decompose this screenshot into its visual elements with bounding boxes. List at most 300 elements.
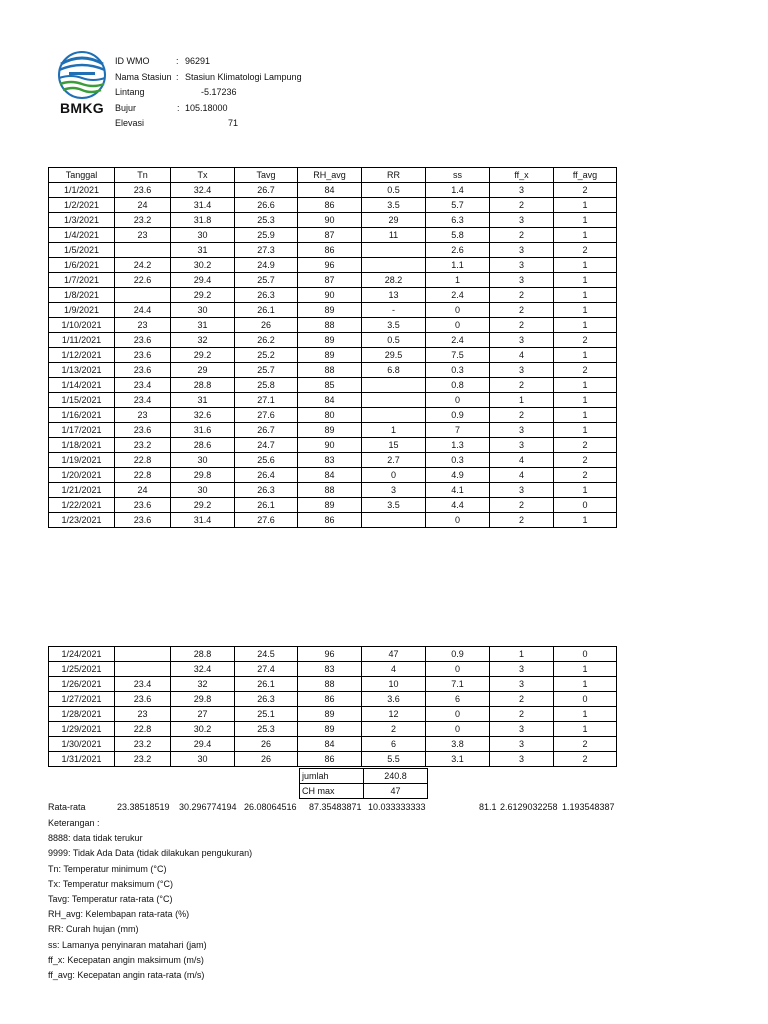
info-label: Lintang xyxy=(115,87,145,97)
table-cell: 3 xyxy=(490,258,554,273)
info-label: Nama Stasiun xyxy=(115,71,172,82)
table-cell: 6.3 xyxy=(426,213,490,228)
table-cell: 30 xyxy=(171,453,235,468)
table-cell: 86 xyxy=(298,752,362,767)
table-cell: 32.4 xyxy=(171,662,235,677)
table-cell: 2 xyxy=(554,243,617,258)
table-cell: 32 xyxy=(171,677,235,692)
info-label: ID WMO xyxy=(115,56,150,66)
note-line: ff_x: Kecepatan angin maksimum (m/s) xyxy=(48,954,204,965)
table-cell: 25.2 xyxy=(235,348,298,363)
table-cell: 2 xyxy=(362,722,426,737)
table-cell: 25.7 xyxy=(235,363,298,378)
table-cell: 1 xyxy=(490,647,554,662)
table-cell: 1 xyxy=(554,423,617,438)
table-cell: 11 xyxy=(362,228,426,243)
table-cell: 0.9 xyxy=(426,647,490,662)
summary-row-chmax xyxy=(300,784,428,799)
table-cell: 1 xyxy=(490,393,554,408)
table-cell: 31.6 xyxy=(171,423,235,438)
table-cell: 3 xyxy=(490,333,554,348)
table-cell: 23.6 xyxy=(115,183,171,198)
table-cell: 4.1 xyxy=(426,483,490,498)
table-cell: 1 xyxy=(554,483,617,498)
table-cell: 1/17/2021 xyxy=(49,423,115,438)
table-cell: 6 xyxy=(426,692,490,707)
table-row xyxy=(49,378,617,393)
table-cell: 2 xyxy=(490,692,554,707)
table-cell: 1/6/2021 xyxy=(49,258,115,273)
table-cell: 26.3 xyxy=(235,483,298,498)
column-header: Tx xyxy=(171,168,235,183)
table-cell: 1 xyxy=(554,722,617,737)
note-line: Tn: Temperatur minimum (°C) xyxy=(48,863,167,874)
table-cell: 1 xyxy=(554,513,617,528)
table-cell: 90 xyxy=(298,213,362,228)
table-cell: 3 xyxy=(490,183,554,198)
table-cell: 30 xyxy=(171,228,235,243)
table-cell: 2 xyxy=(490,288,554,303)
table-cell: 4 xyxy=(490,453,554,468)
table-cell: 23.2 xyxy=(115,752,171,767)
table-cell: 25.1 xyxy=(235,707,298,722)
table-cell: 29.2 xyxy=(171,288,235,303)
table-cell: 0 xyxy=(426,393,490,408)
column-header: ss xyxy=(426,168,490,183)
table-cell: 1/31/2021 xyxy=(49,752,115,767)
table-cell: 1/23/2021 xyxy=(49,513,115,528)
table-cell: 0 xyxy=(426,722,490,737)
table-cell: 3 xyxy=(490,243,554,258)
table-cell: 88 xyxy=(298,318,362,333)
table-cell: 24.4 xyxy=(115,303,171,318)
note-line: Tavg: Temperatur rata-rata (°C) xyxy=(48,893,173,904)
table-cell: 27.6 xyxy=(235,513,298,528)
table-row xyxy=(49,707,617,722)
table-cell: 1/9/2021 xyxy=(49,303,115,318)
table-cell: 1/21/2021 xyxy=(49,483,115,498)
table-cell: 1 xyxy=(554,288,617,303)
table-cell: 23.6 xyxy=(115,513,171,528)
table-cell: 2 xyxy=(490,513,554,528)
avg-ss: 81.1 xyxy=(479,802,497,812)
table-cell: 0 xyxy=(554,498,617,513)
table-cell: 1/22/2021 xyxy=(49,498,115,513)
table-cell: 3 xyxy=(490,722,554,737)
table-cell: 1/12/2021 xyxy=(49,348,115,363)
table-cell: 90 xyxy=(298,288,362,303)
info-row-lon xyxy=(115,103,415,119)
table-row xyxy=(49,288,617,303)
table-cell: 1 xyxy=(554,378,617,393)
table-cell: 2 xyxy=(490,408,554,423)
table-cell: 23 xyxy=(115,408,171,423)
table-cell: 30.2 xyxy=(171,258,235,273)
table-row xyxy=(49,483,617,498)
table-cell: 0 xyxy=(426,513,490,528)
table-cell: 89 xyxy=(298,498,362,513)
column-header: Tn xyxy=(115,168,171,183)
table-cell: 26.7 xyxy=(235,183,298,198)
table-cell: 84 xyxy=(298,393,362,408)
table-cell: 1/19/2021 xyxy=(49,453,115,468)
table-row xyxy=(49,662,617,677)
table-row xyxy=(49,408,617,423)
note-line: Keterangan : xyxy=(48,818,100,828)
table-cell: 26.3 xyxy=(235,692,298,707)
table-cell: 1 xyxy=(554,228,617,243)
rainfall-summary xyxy=(299,768,428,799)
table-cell: 0 xyxy=(426,707,490,722)
table-cell: 2 xyxy=(490,707,554,722)
table-row xyxy=(49,198,617,213)
note-line: Tx: Temperatur maksimum (°C) xyxy=(48,878,173,889)
table-cell: 28.2 xyxy=(362,273,426,288)
table-cell: 89 xyxy=(298,423,362,438)
info-value: 71 xyxy=(228,118,239,128)
table-cell: 0.8 xyxy=(426,378,490,393)
table-cell: 1 xyxy=(554,408,617,423)
table-cell: 2.7 xyxy=(362,453,426,468)
avg-ffx: 2.6129032258 xyxy=(500,802,558,812)
table-cell: 1/11/2021 xyxy=(49,333,115,348)
table-cell: 1/16/2021 xyxy=(49,408,115,423)
averages-row xyxy=(48,802,648,816)
info-row-wmo xyxy=(115,56,415,72)
table-cell: 3 xyxy=(490,677,554,692)
table-cell: 23 xyxy=(115,228,171,243)
table-cell: 2 xyxy=(554,453,617,468)
table-cell: 4.4 xyxy=(426,498,490,513)
table-cell: 24.2 xyxy=(115,258,171,273)
table-cell xyxy=(362,393,426,408)
table-cell: 4.9 xyxy=(426,468,490,483)
table-cell: 0 xyxy=(426,318,490,333)
table-cell: 3 xyxy=(490,363,554,378)
table-cell: 26.2 xyxy=(235,333,298,348)
table-row xyxy=(49,468,617,483)
table-cell: 3 xyxy=(490,273,554,288)
table-cell: 1/14/2021 xyxy=(49,378,115,393)
table-cell xyxy=(115,662,171,677)
table-cell: 23.6 xyxy=(115,423,171,438)
table-cell xyxy=(115,288,171,303)
table-cell: 5.7 xyxy=(426,198,490,213)
info-value: 96291 xyxy=(185,56,211,66)
table-cell: 1/2/2021 xyxy=(49,198,115,213)
table-row xyxy=(49,423,617,438)
averages-label: Rata-rata xyxy=(48,802,86,812)
table-cell: 3.5 xyxy=(362,498,426,513)
table-cell: 26.1 xyxy=(235,677,298,692)
table-cell: 24.7 xyxy=(235,438,298,453)
table-cell: 29.2 xyxy=(171,348,235,363)
table-cell: 1/1/2021 xyxy=(49,183,115,198)
summary-value: 47 xyxy=(364,784,428,799)
table-cell: 24.9 xyxy=(235,258,298,273)
table-cell: 26.7 xyxy=(235,423,298,438)
table-cell: 2 xyxy=(554,333,617,348)
table-cell: 1/8/2021 xyxy=(49,288,115,303)
table-cell: 1/3/2021 xyxy=(49,213,115,228)
table-cell: 29 xyxy=(362,213,426,228)
table-cell: 1 xyxy=(554,273,617,288)
summary-label: CH max xyxy=(300,784,364,799)
info-label: Bujur xyxy=(115,102,137,113)
table-cell: 90 xyxy=(298,438,362,453)
climate-table-part1 xyxy=(48,167,617,528)
table-cell: 3.1 xyxy=(426,752,490,767)
table-cell: 23.6 xyxy=(115,363,171,378)
table-cell: 1 xyxy=(554,303,617,318)
avg-tx: 30.296774194 xyxy=(179,802,237,812)
table-cell: 4 xyxy=(490,348,554,363)
table-cell: 32.6 xyxy=(171,408,235,423)
table-cell xyxy=(115,243,171,258)
table-cell: 4 xyxy=(490,468,554,483)
table-cell: 24 xyxy=(115,198,171,213)
table-cell: 84 xyxy=(298,737,362,752)
table-cell: 47 xyxy=(362,647,426,662)
note-line: RR: Curah hujan (mm) xyxy=(48,924,139,935)
table-row xyxy=(49,393,617,408)
info-row-lat xyxy=(115,87,415,103)
table-cell: 31.4 xyxy=(171,513,235,528)
table-cell: 1/5/2021 xyxy=(49,243,115,258)
table-cell: 1/25/2021 xyxy=(49,662,115,677)
info-value: -5.17236 xyxy=(201,87,237,97)
table-cell: 26.3 xyxy=(235,288,298,303)
table-cell: 2 xyxy=(554,752,617,767)
table-cell: 12 xyxy=(362,707,426,722)
table-row xyxy=(49,183,617,198)
table-row xyxy=(49,303,617,318)
table-cell: 3 xyxy=(362,483,426,498)
table-cell: 2.6 xyxy=(426,243,490,258)
table-cell: 25.9 xyxy=(235,228,298,243)
info-value: Stasiun Klimatologi Lampung xyxy=(185,71,302,82)
table-cell: 88 xyxy=(298,363,362,378)
table-cell: 86 xyxy=(298,692,362,707)
note-line: RH_avg: Kelembapan rata-rata (%) xyxy=(48,909,190,920)
table-cell: 22.8 xyxy=(115,468,171,483)
table-cell: 30 xyxy=(171,483,235,498)
table-cell: 96 xyxy=(298,258,362,273)
table-cell: 86 xyxy=(298,198,362,213)
table-cell: 28.8 xyxy=(171,378,235,393)
info-value: 105.18000 xyxy=(185,102,228,113)
table-row xyxy=(49,498,617,513)
table-cell: 31 xyxy=(171,393,235,408)
table-cell: 10 xyxy=(362,677,426,692)
table-cell: 3.8 xyxy=(426,737,490,752)
table-cell: 2 xyxy=(554,468,617,483)
table-cell: 1.4 xyxy=(426,183,490,198)
table-row xyxy=(49,692,617,707)
avg-rh: 87.35483871 xyxy=(309,802,362,812)
table-row xyxy=(49,513,617,528)
table-cell: 27.3 xyxy=(235,243,298,258)
table-cell: 2 xyxy=(490,228,554,243)
table-cell: 3 xyxy=(490,213,554,228)
table-cell: 7.5 xyxy=(426,348,490,363)
table-cell xyxy=(362,258,426,273)
table-row xyxy=(49,438,617,453)
table-cell: 31.8 xyxy=(171,213,235,228)
table-cell: 1.1 xyxy=(426,258,490,273)
table-cell: 3 xyxy=(490,737,554,752)
column-header: Tavg xyxy=(235,168,298,183)
table-cell: 88 xyxy=(298,483,362,498)
table-cell: 3.5 xyxy=(362,198,426,213)
table-cell xyxy=(115,647,171,662)
table-cell: 5.8 xyxy=(426,228,490,243)
table-cell: 26.4 xyxy=(235,468,298,483)
table-cell: 25.7 xyxy=(235,273,298,288)
table-cell: 23 xyxy=(115,707,171,722)
table-cell: 6.8 xyxy=(362,363,426,378)
table-cell: 2 xyxy=(554,438,617,453)
table-cell: 1/10/2021 xyxy=(49,318,115,333)
table-cell: 1/24/2021 xyxy=(49,647,115,662)
table-cell: 26 xyxy=(235,752,298,767)
table-cell: 1/7/2021 xyxy=(49,273,115,288)
table-cell: 83 xyxy=(298,453,362,468)
summary-row-jumlah xyxy=(300,769,428,784)
table-row xyxy=(49,677,617,692)
table-cell: 0 xyxy=(362,468,426,483)
table-cell: 15 xyxy=(362,438,426,453)
table-cell: 23.4 xyxy=(115,378,171,393)
table-cell: 23.6 xyxy=(115,348,171,363)
table-cell: 1 xyxy=(554,348,617,363)
table-cell: 2 xyxy=(554,363,617,378)
avg-rr: 10.033333333 xyxy=(368,802,426,812)
table-row xyxy=(49,453,617,468)
table-cell: 1 xyxy=(554,677,617,692)
table-cell: 26 xyxy=(235,737,298,752)
table-cell: 86 xyxy=(298,513,362,528)
table-cell: 83 xyxy=(298,662,362,677)
climate-table-part2 xyxy=(48,646,617,767)
table-row xyxy=(49,213,617,228)
table-cell: 29.4 xyxy=(171,737,235,752)
table-row xyxy=(49,752,617,767)
table-cell: 1 xyxy=(554,198,617,213)
table-cell: 3 xyxy=(490,438,554,453)
note-line: ss: Lamanya penyinaran matahari (jam) xyxy=(48,939,207,950)
info-colon: : xyxy=(176,71,179,82)
table-cell: 23.2 xyxy=(115,737,171,752)
column-header: Tanggal xyxy=(49,168,115,183)
table-cell: 1/29/2021 xyxy=(49,722,115,737)
table-cell: 1 xyxy=(554,662,617,677)
info-colon: : xyxy=(176,56,179,66)
table-cell: 7.1 xyxy=(426,677,490,692)
table-cell: 2 xyxy=(490,198,554,213)
table-cell: 1/4/2021 xyxy=(49,228,115,243)
table-cell: 24.5 xyxy=(235,647,298,662)
table-cell: 5.5 xyxy=(362,752,426,767)
info-row-elev xyxy=(115,118,415,134)
info-colon: : xyxy=(177,102,180,113)
table-cell: 32 xyxy=(171,333,235,348)
table-cell: 0.5 xyxy=(362,333,426,348)
table-cell: 80 xyxy=(298,408,362,423)
table-cell: 24 xyxy=(115,483,171,498)
table-cell: 96 xyxy=(298,647,362,662)
table-cell: 88 xyxy=(298,677,362,692)
table-cell: 0 xyxy=(554,647,617,662)
table-cell: 1/28/2021 xyxy=(49,707,115,722)
table-cell: 89 xyxy=(298,333,362,348)
table-cell: 2 xyxy=(490,498,554,513)
table-cell: 30.2 xyxy=(171,722,235,737)
table-cell: 29.5 xyxy=(362,348,426,363)
note-line: 8888: data tidak terukur xyxy=(48,833,143,844)
table-cell: 1/20/2021 xyxy=(49,468,115,483)
table-cell: 0.3 xyxy=(426,453,490,468)
table-row xyxy=(49,348,617,363)
table-cell: 87 xyxy=(298,273,362,288)
table-cell: 2 xyxy=(490,318,554,333)
table-row xyxy=(49,647,617,662)
table-cell: 3 xyxy=(490,423,554,438)
table-row xyxy=(49,318,617,333)
table-cell: 1 xyxy=(554,318,617,333)
table-cell xyxy=(362,408,426,423)
table-cell: 1/18/2021 xyxy=(49,438,115,453)
table-cell: 28.6 xyxy=(171,438,235,453)
table-cell: 25.8 xyxy=(235,378,298,393)
table-row xyxy=(49,722,617,737)
table-cell xyxy=(362,513,426,528)
table-cell: 27.1 xyxy=(235,393,298,408)
table-cell: 1 xyxy=(554,213,617,228)
table-cell: 89 xyxy=(298,348,362,363)
table-row xyxy=(49,273,617,288)
logo-text: BMKG xyxy=(60,100,104,116)
table-cell: 2.4 xyxy=(426,288,490,303)
table-cell: 30 xyxy=(171,303,235,318)
table-row xyxy=(49,737,617,752)
table-cell: 1/15/2021 xyxy=(49,393,115,408)
table-cell: 23.2 xyxy=(115,438,171,453)
column-header: ff_avg xyxy=(554,168,617,183)
note-line: ff_avg: Kecepatan angin rata-rata (m/s) xyxy=(48,969,205,980)
table-cell: 3 xyxy=(490,662,554,677)
table-cell: 29.2 xyxy=(171,498,235,513)
table-cell: 1 xyxy=(554,258,617,273)
table-row xyxy=(49,243,617,258)
table-cell: 0 xyxy=(426,662,490,677)
table-cell: 3 xyxy=(490,483,554,498)
table-cell: 89 xyxy=(298,303,362,318)
table-cell xyxy=(362,378,426,393)
table-cell: 26.1 xyxy=(235,498,298,513)
table-cell: 23.6 xyxy=(115,692,171,707)
table-row xyxy=(49,333,617,348)
table-cell: 28.8 xyxy=(171,647,235,662)
table-cell: 26.6 xyxy=(235,198,298,213)
table-cell: 23.4 xyxy=(115,393,171,408)
table-cell xyxy=(362,243,426,258)
note-line: 9999: Tidak Ada Data (tidak dilakukan pengukuran) xyxy=(48,848,253,859)
table-cell: 22.8 xyxy=(115,722,171,737)
table-cell: 2 xyxy=(490,378,554,393)
table-cell: 1 xyxy=(554,393,617,408)
table-cell: 85 xyxy=(298,378,362,393)
